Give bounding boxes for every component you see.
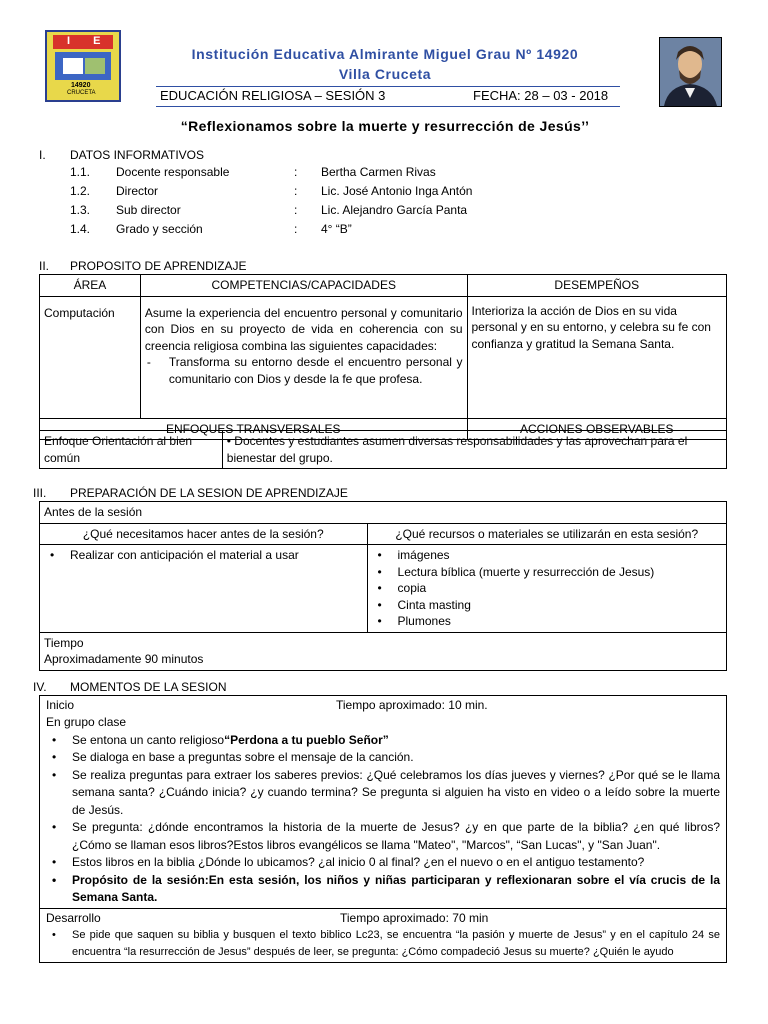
info-row-sep: : <box>294 203 298 217</box>
info-row-num: 1.2. <box>70 184 91 198</box>
section3-number: III. <box>33 486 47 500</box>
competencia-cell <box>140 296 467 418</box>
moments-table <box>39 695 727 963</box>
desempeno-cell: Interioriza la acción de Dios en su vida personal y en su entorno, y celebra su fe con confianza y gratitud la Semana Santa. <box>467 296 727 418</box>
acciones-header: ACCIONES OBSERVABLES <box>467 418 727 440</box>
inicio-time: Tiempo aproximado: 10 min. <box>336 698 488 712</box>
header-rule-bottom <box>156 106 620 107</box>
info-row-sep: : <box>294 184 298 198</box>
section4-number: IV. <box>33 680 47 694</box>
section4-title: MOMENTOS DE LA SESION <box>70 680 227 694</box>
course-label: EDUCACIÓN RELIGIOSA – SESIÓN 3 <box>160 88 386 103</box>
info-row-value: Lic. Alejandro García Panta <box>321 203 468 217</box>
area-cell: Computación <box>40 296 141 418</box>
institution-location: Villa Cruceta <box>338 66 432 82</box>
col-header-desempenos: DESEMPEÑOS <box>467 275 727 297</box>
section2-number: II. <box>39 259 50 273</box>
list-item: • copia <box>372 580 722 597</box>
preparation-table <box>39 501 727 671</box>
info-row-num: 1.3. <box>70 203 91 217</box>
list-item: • Se entona un canto religioso“Perdona a tu pueblo Señor” <box>46 732 720 750</box>
info-row-label: Docente responsable <box>116 165 230 179</box>
header-rule-top <box>156 86 620 87</box>
section3-title: PREPARACIÓN DE LA SESION DE APRENDIZAJE <box>70 486 348 500</box>
section1-number: I. <box>39 148 46 162</box>
accion-cell: • Docentes y estudiantes asumen diversas responsabilidades y las aprovechan para el bienestar del grupo. <box>222 431 726 469</box>
info-row-label: Sub director <box>116 203 181 217</box>
col-header-area: ÁREA <box>40 275 141 297</box>
enfoque-cell: Enfoque Orientación al bien común <box>40 431 223 469</box>
antes-label: Antes de la sesión <box>40 502 727 524</box>
school-logo <box>45 30 121 102</box>
tiempo-value: Aproximadamente 90 minutos <box>44 652 204 666</box>
list-item: • Se pide que saquen su biblia y busquen el texto biblico Lc23, se encuentra “la pasión y muerte de Jesus” y en el capítulo 24 se encuentra “la resurrección de Jesus” después de leer, se pregunta: ¿Cómo compadeció Jesus su muerte? ¿Quién le ayudo <box>46 927 720 961</box>
list-item: • Realizar con anticipación el material a usar <box>44 547 363 564</box>
inicio-label: Inicio <box>46 698 75 712</box>
capacidad-item: - Transforma su entorno desde el encuentro personal y comunitario con Dios y desde la fe que profesa. <box>145 354 463 387</box>
logo-caption: CRUCETA <box>67 90 96 96</box>
tiempo-cell <box>40 632 727 670</box>
list-item: • Cinta masting <box>372 597 722 614</box>
list-item: • Lectura bíblica (muerte y resurrección de Jesus) <box>372 564 722 581</box>
list-item: • Se dialoga en base a preguntas sobre el mensaje de la canción. <box>46 749 720 767</box>
list-item: • Se realiza preguntas para extraer los saberes previos: ¿Qué celebramos los días jueves y viernes? ¿Por qué se le llama semana santa? ¿Cuándo inicia? ¿y cuando termina? Se pregunta si alguien ha visto en video o a leído sobre la muerte de Jesús. <box>46 767 720 820</box>
info-row-num: 1.4. <box>70 222 91 236</box>
session-title: “Reflexionamos sobre la muerte y resurrección de Jesús’’ <box>180 118 590 134</box>
question-hacer: ¿Qué necesitamos hacer antes de la sesión? <box>40 523 368 545</box>
list-item: • imágenes <box>372 547 722 564</box>
info-row-value: 4° “B” <box>321 222 352 236</box>
enfoques-header: ENFOQUES TRANSVERSALES <box>40 418 468 440</box>
list-item: • Se pregunta: ¿dónde encontramos la historia de la muerte de Jesus? ¿y en que parte de la biblia? ¿en qué libros? ¿Cómo se llaman esos libros?Estos libros evangélicos se llama "Mateo", "Marcos", “San Lucas", y "San Juan". <box>46 819 720 854</box>
list-item: • Estos libros en la biblia ¿Dónde lo ubicamos? ¿al inicio 0 al final? ¿en el nuevo o en el antiguo testamento? <box>46 854 720 872</box>
logo-letters: I E <box>67 35 111 47</box>
inicio-cell <box>40 696 727 909</box>
question-recursos: ¿Qué recursos o materiales se utilizarán en esta sesión? <box>367 523 726 545</box>
institution-header <box>150 44 620 84</box>
desarrollo-cell <box>40 908 727 962</box>
institution-name: Institución Educativa Almirante Miguel Grau Nº 14920 <box>191 46 579 62</box>
competencia-text: Asume la experiencia del encuentro personal y comunitario con Dios en su proyecto de vida en coherencia con su creencia religiosa combina las siguientes capacidades: <box>144 305 463 353</box>
section1-title: DATOS INFORMATIVOS <box>70 148 205 162</box>
desarrollo-label: Desarrollo <box>46 910 101 925</box>
grupo-label: En grupo clase <box>46 715 127 729</box>
desarrollo-time: Tiempo aproximado: 70 min <box>340 910 489 925</box>
info-row-sep: : <box>294 165 298 179</box>
info-row-sep: : <box>294 222 298 236</box>
info-row-value: Lic. José Antonio Inga Antón <box>321 184 473 198</box>
info-row-label: Grado y sección <box>116 222 203 236</box>
hacer-cell <box>40 545 368 633</box>
purpose-table <box>39 274 727 440</box>
list-item: • Plumones <box>372 613 722 630</box>
date-label: FECHA: 28 – 03 - 2018 <box>473 88 609 103</box>
info-row-value: Bertha Carmen Rivas <box>321 165 436 179</box>
purpose-item: • Propósito de la sesión:En esta sesión, los niños y niñas participaran y reflexionaran sobre el vía crucis de la Semana Santa. <box>46 872 720 907</box>
info-row-num: 1.1. <box>70 165 91 179</box>
tiempo-label: Tiempo <box>44 635 84 650</box>
recursos-cell <box>367 545 726 633</box>
portrait-image <box>659 37 722 107</box>
section2-title: PROPOSITO DE APRENDIZAJE <box>70 259 247 273</box>
col-header-competencias: COMPETENCIAS/CAPACIDADES <box>140 275 467 297</box>
info-row-label: Director <box>116 184 159 198</box>
enfoque-table <box>39 430 727 469</box>
logo-number: 14920 <box>71 82 91 89</box>
